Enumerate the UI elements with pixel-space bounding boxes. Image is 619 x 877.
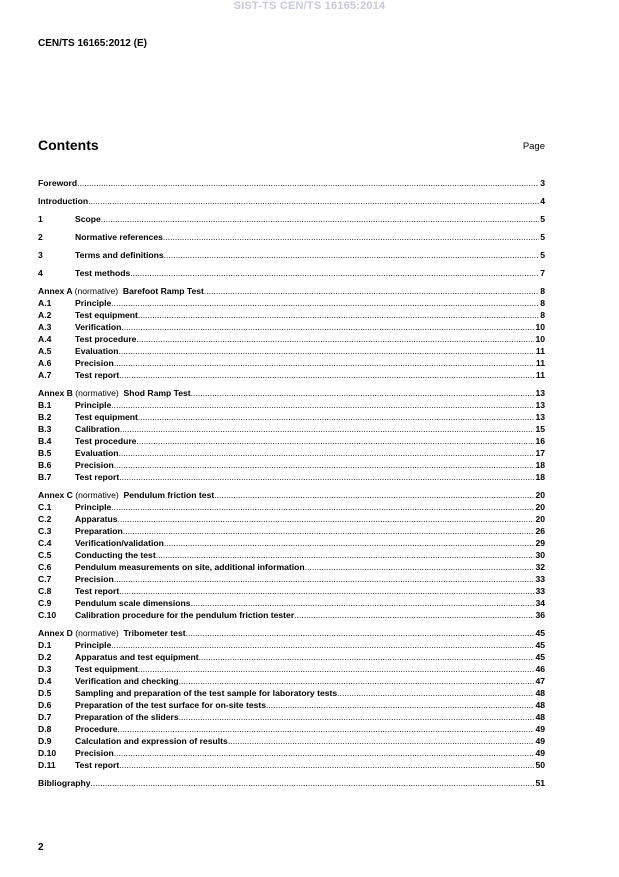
toc-entry-title: Procedure (75, 724, 118, 734)
toc-entry-number: 2 (38, 232, 43, 242)
toc-leader-dots (138, 309, 539, 321)
toc-entry-title: Principle (75, 298, 112, 308)
toc-entry-page: 11 (535, 346, 545, 356)
toc-entry-page: 48 (535, 712, 545, 722)
toc-leader-dots (119, 369, 535, 381)
toc-entry[interactable] (38, 723, 545, 735)
toc-entry[interactable] (38, 675, 545, 687)
toc-entry-number: A.7 (38, 370, 52, 380)
toc-annex-label (38, 387, 191, 399)
toc-entry-title: Precision (75, 748, 114, 758)
toc-leader-dots (111, 297, 539, 309)
toc-entry-title: Scope (75, 214, 101, 224)
toc-entry[interactable] (38, 195, 545, 207)
toc-entry-title: Test report (75, 760, 120, 770)
toc-annex-heading[interactable] (38, 285, 545, 297)
toc-entry-number: B.1 (38, 400, 52, 410)
toc-leader-dots (266, 699, 534, 711)
toc-entry[interactable] (38, 177, 545, 189)
toc-leader-dots (186, 627, 535, 639)
toc-entry-number: C.8 (38, 586, 52, 596)
toc-leader-dots (77, 177, 539, 189)
toc-entry-number: D.8 (38, 724, 52, 734)
toc-entry-page: 20 (535, 514, 545, 524)
toc-entry-page: 30 (535, 550, 545, 560)
toc-entry-page: 5 (540, 232, 545, 242)
toc-entry-title: Normative references (75, 232, 163, 242)
toc-leader-dots (214, 489, 534, 501)
toc-entry-number: 3 (38, 250, 43, 260)
toc-leader-dots (118, 447, 534, 459)
toc-entry[interactable] (38, 345, 545, 357)
toc-leader-dots (114, 459, 535, 471)
toc-leader-dots (114, 573, 535, 585)
toc-entry[interactable] (38, 423, 545, 435)
annex-normative-tag: (normative) (74, 286, 119, 296)
table-of-contents (38, 177, 545, 789)
toc-leader-dots (114, 357, 535, 369)
toc-leader-dots (123, 525, 535, 537)
annex-normative-tag: (normative) (75, 388, 119, 398)
toc-entry-title: Bibliography (38, 778, 91, 788)
toc-entry-page: 34 (535, 598, 545, 608)
toc-entry-number: B.6 (38, 460, 52, 470)
toc-leader-dots (191, 387, 535, 399)
toc-entry-number: C.3 (38, 526, 52, 536)
toc-entry[interactable] (38, 321, 545, 333)
toc-entry-title: Calibration (75, 424, 120, 434)
toc-entry-page: 8 (540, 310, 545, 320)
toc-entry-page: 18 (535, 460, 545, 470)
toc-annex-label (38, 627, 186, 639)
toc-entry-number: C.10 (38, 610, 57, 620)
toc-leader-dots (294, 609, 534, 621)
toc-entry-number: C.5 (38, 550, 52, 560)
toc-annex-heading[interactable] (38, 387, 545, 399)
toc-entry-number: D.7 (38, 712, 52, 722)
toc-entry[interactable] (38, 297, 545, 309)
toc-entry-number: A.2 (38, 310, 52, 320)
toc-entry-page: 5 (540, 250, 545, 260)
toc-leader-dots (199, 651, 535, 663)
toc-entry-number: 4 (38, 268, 43, 278)
toc-entry-page: 49 (535, 748, 545, 758)
toc-entry-title: Test equipment (75, 412, 138, 422)
toc-leader-dots (228, 735, 535, 747)
toc-entry[interactable] (38, 687, 545, 699)
annex-normative-tag: (normative) (75, 628, 119, 638)
toc-leader-dots (119, 585, 534, 597)
toc-entry-page: 33 (535, 586, 545, 596)
toc-entry[interactable] (38, 699, 545, 711)
toc-entry-title: Evaluation (75, 346, 119, 356)
toc-leader-dots (119, 471, 534, 483)
toc-entry-page: 10 (535, 334, 545, 344)
toc-entry[interactable] (38, 249, 545, 261)
toc-entry-title: Principle (75, 640, 112, 650)
toc-entry-title: Precision (75, 460, 114, 470)
toc-entry[interactable] (38, 597, 545, 609)
toc-entry[interactable] (38, 651, 545, 663)
toc-entry-number: B.2 (38, 412, 52, 422)
toc-entry-page: 13 (535, 400, 545, 410)
toc-entry-page: 48 (535, 688, 545, 698)
toc-leader-dots (179, 711, 535, 723)
toc-entry-page: 45 (535, 652, 545, 662)
toc-entry-title: Calibration procedure for the pendulum friction tester (75, 610, 295, 620)
toc-entry[interactable] (38, 369, 545, 381)
toc-entry-number: A.5 (38, 346, 52, 356)
toc-entry-title: Test report (75, 472, 120, 482)
toc-leader-dots (138, 663, 535, 675)
toc-entry-number: D.9 (38, 736, 52, 746)
toc-entry-title: Verification and checking (75, 676, 179, 686)
toc-entry-number: C.4 (38, 538, 52, 548)
toc-entry-title: Test equipment (75, 310, 138, 320)
toc-entry-title: Verification/validation (75, 538, 164, 548)
toc-entry-number: B.3 (38, 424, 52, 434)
toc-entry-number: D.10 (38, 748, 57, 758)
annex-title: Shod Ramp Test (123, 388, 191, 398)
toc-entry[interactable] (38, 639, 545, 651)
toc-leader-dots (179, 675, 535, 687)
toc-entry-page: 13 (535, 412, 545, 422)
toc-entry-title: Test methods (75, 268, 131, 278)
toc-entry[interactable] (38, 735, 545, 747)
toc-entry-page: 16 (535, 436, 545, 446)
toc-leader-dots (118, 723, 535, 735)
toc-entry-title: Principle (75, 502, 112, 512)
page-column-label: Page (522, 141, 545, 152)
toc-leader-dots (136, 333, 534, 345)
toc-entry[interactable] (38, 435, 545, 447)
toc-leader-dots (156, 549, 535, 561)
toc-leader-dots (119, 759, 534, 771)
toc-entry-number: D.3 (38, 664, 52, 674)
toc-entry-page: 49 (535, 736, 545, 746)
toc-entry-page: 50 (535, 760, 545, 770)
toc-entry-page: 8 (540, 298, 545, 308)
toc-entry-page: 5 (540, 214, 545, 224)
toc-entry[interactable] (38, 213, 545, 225)
toc-entry[interactable] (38, 747, 545, 759)
toc-entry-number: C.7 (38, 574, 52, 584)
toc-entry[interactable] (38, 759, 545, 771)
toc-entry-title: Preparation (75, 526, 123, 536)
toc-entry[interactable] (38, 267, 545, 279)
toc-entry-title: Evaluation (75, 448, 119, 458)
toc-entry-number: B.4 (38, 436, 52, 446)
toc-entry-title: Test equipment (75, 664, 138, 674)
toc-entry-title: Preparation of the test surface for on-site tests (75, 700, 267, 710)
toc-entry-page: 11 (535, 370, 545, 380)
toc-entry-number: D.1 (38, 640, 52, 650)
toc-entry-page: 32 (535, 562, 545, 572)
toc-entry-page: 15 (535, 424, 545, 434)
toc-leader-dots (118, 513, 535, 525)
toc-entry-title: Test report (75, 370, 120, 380)
toc-entry-title: Conducting the test (75, 550, 156, 560)
toc-leader-dots (111, 399, 534, 411)
toc-annex-label (38, 285, 204, 297)
toc-entry-number: A.1 (38, 298, 52, 308)
toc-leader-dots (204, 285, 539, 297)
toc-entry-page: 26 (535, 526, 545, 536)
toc-entry-title: Precision (75, 574, 114, 584)
toc-entry-page: 29 (535, 538, 545, 548)
toc-entry-page: 33 (535, 574, 545, 584)
toc-entry-page: 10 (535, 322, 545, 332)
toc-entry-page: 46 (535, 664, 545, 674)
toc-entry-number: 1 (38, 214, 43, 224)
toc-entry-page: 45 (535, 640, 545, 650)
toc-entry-page: 18 (535, 472, 545, 482)
toc-leader-dots (136, 435, 534, 447)
toc-entry-title: Preparation of the sliders (75, 712, 179, 722)
toc-leader-dots (101, 213, 539, 225)
toc-annex-heading[interactable] (38, 627, 545, 639)
toc-entry-title: Verification (75, 322, 122, 332)
toc-entry-title: Apparatus and test equipment (75, 652, 199, 662)
toc-entry-title: Terms and definitions (75, 250, 164, 260)
toc-entry-number: C.9 (38, 598, 52, 608)
toc-entry-page: 11 (535, 358, 545, 368)
toc-leader-dots (130, 267, 539, 279)
toc-entry[interactable] (38, 231, 545, 243)
toc-leader-dots (111, 501, 534, 513)
toc-entry[interactable] (38, 357, 545, 369)
toc-entry[interactable] (38, 471, 545, 483)
toc-entry[interactable] (38, 549, 545, 561)
toc-entry-page: 45 (535, 628, 545, 638)
toc-entry-title: Foreword (38, 178, 78, 188)
toc-entry[interactable] (38, 309, 545, 321)
toc-entry-title: Sampling and preparation of the test sample for laboratory tests (75, 688, 338, 698)
toc-entry-number: D.11 (38, 760, 56, 770)
toc-entry[interactable] (38, 513, 545, 525)
toc-entry[interactable] (38, 501, 545, 513)
toc-entry-number: D.4 (38, 676, 52, 686)
toc-entry[interactable] (38, 459, 545, 471)
toc-leader-dots (163, 231, 539, 243)
toc-entry-title: Calculation and expression of results (75, 736, 228, 746)
toc-entry-number: C.2 (38, 514, 52, 524)
toc-entry-page: 36 (535, 610, 545, 620)
toc-leader-dots (111, 639, 534, 651)
toc-entry-number: A.4 (38, 334, 52, 344)
toc-entry[interactable] (38, 447, 545, 459)
toc-entry-title: Precision (75, 358, 114, 368)
toc-entry[interactable] (38, 777, 545, 789)
toc-entry-number: B.7 (38, 472, 52, 482)
toc-leader-dots (305, 561, 535, 573)
toc-leader-dots (191, 597, 535, 609)
annex-title: Pendulum friction test (123, 490, 215, 500)
toc-leader-dots (164, 537, 535, 549)
toc-leader-dots (138, 411, 535, 423)
toc-entry-page: 17 (535, 448, 545, 458)
toc-entry-title: Apparatus (75, 514, 118, 524)
annex-title: Barefoot Ramp Test (122, 286, 204, 296)
toc-entry-page: 4 (540, 196, 545, 206)
toc-entry-number: D.5 (38, 688, 52, 698)
toc-leader-dots (88, 195, 539, 207)
toc-entry[interactable] (38, 525, 545, 537)
annex-letter: Annex A (38, 286, 73, 296)
annex-title: Tribometer test (123, 628, 186, 638)
toc-annex-label (38, 489, 214, 501)
toc-entry[interactable] (38, 537, 545, 549)
toc-leader-dots (337, 687, 534, 699)
toc-entry-number: B.5 (38, 448, 52, 458)
annex-letter: Annex B (38, 388, 73, 398)
toc-entry-title: Introduction (38, 196, 89, 206)
watermark: SIST-TS CEN/TS 16165:2014 (233, 0, 386, 12)
toc-annex-heading[interactable] (38, 489, 545, 501)
toc-entry-page: 20 (535, 502, 545, 512)
annex-letter: Annex D (38, 628, 73, 638)
annex-letter: Annex C (38, 490, 73, 500)
page-number: 2 (38, 842, 44, 853)
toc-entry-title: Test report (75, 586, 120, 596)
contents-heading: Contents (38, 137, 99, 153)
toc-entry-title: Test procedure (75, 334, 137, 344)
toc-entry-page: 7 (540, 268, 545, 278)
toc-entry-number: D.6 (38, 700, 52, 710)
toc-leader-dots (121, 321, 534, 333)
toc-entry-title: Pendulum scale dimensions (75, 598, 191, 608)
toc-entry-page: 13 (535, 388, 545, 398)
toc-entry-page: 49 (535, 724, 545, 734)
toc-entry[interactable] (38, 561, 545, 573)
toc-entry-title: Pendulum measurements on site, additional information (75, 562, 305, 572)
toc-entry-number: C.6 (38, 562, 52, 572)
toc-entry-page: 3 (540, 178, 545, 188)
toc-entry[interactable] (38, 411, 545, 423)
toc-entry-page: 47 (535, 676, 545, 686)
toc-entry-page: 20 (535, 490, 545, 500)
toc-entry-page: 8 (540, 286, 545, 296)
toc-leader-dots (120, 423, 535, 435)
toc-leader-dots (164, 249, 540, 261)
toc-leader-dots (91, 777, 535, 789)
toc-entry-title: Test procedure (75, 436, 137, 446)
toc-entry[interactable] (38, 585, 545, 597)
annex-normative-tag: (normative) (75, 490, 119, 500)
toc-entry[interactable] (38, 609, 545, 621)
toc-entry-title: Principle (75, 400, 112, 410)
toc-entry-page: 51 (535, 778, 545, 788)
toc-entry-number: C.1 (38, 502, 52, 512)
toc-entry[interactable] (38, 399, 545, 411)
toc-leader-dots (118, 345, 534, 357)
toc-entry-page: 48 (535, 700, 545, 710)
toc-entry[interactable] (38, 333, 545, 345)
toc-entry-number: A.3 (38, 322, 52, 332)
toc-entry-number: D.2 (38, 652, 52, 662)
document-id: CEN/TS 16165:2012 (E) (38, 38, 147, 49)
toc-entry[interactable] (38, 573, 545, 585)
toc-leader-dots (114, 747, 535, 759)
toc-entry[interactable] (38, 711, 545, 723)
toc-entry-number: A.6 (38, 358, 52, 368)
toc-entry[interactable] (38, 663, 545, 675)
